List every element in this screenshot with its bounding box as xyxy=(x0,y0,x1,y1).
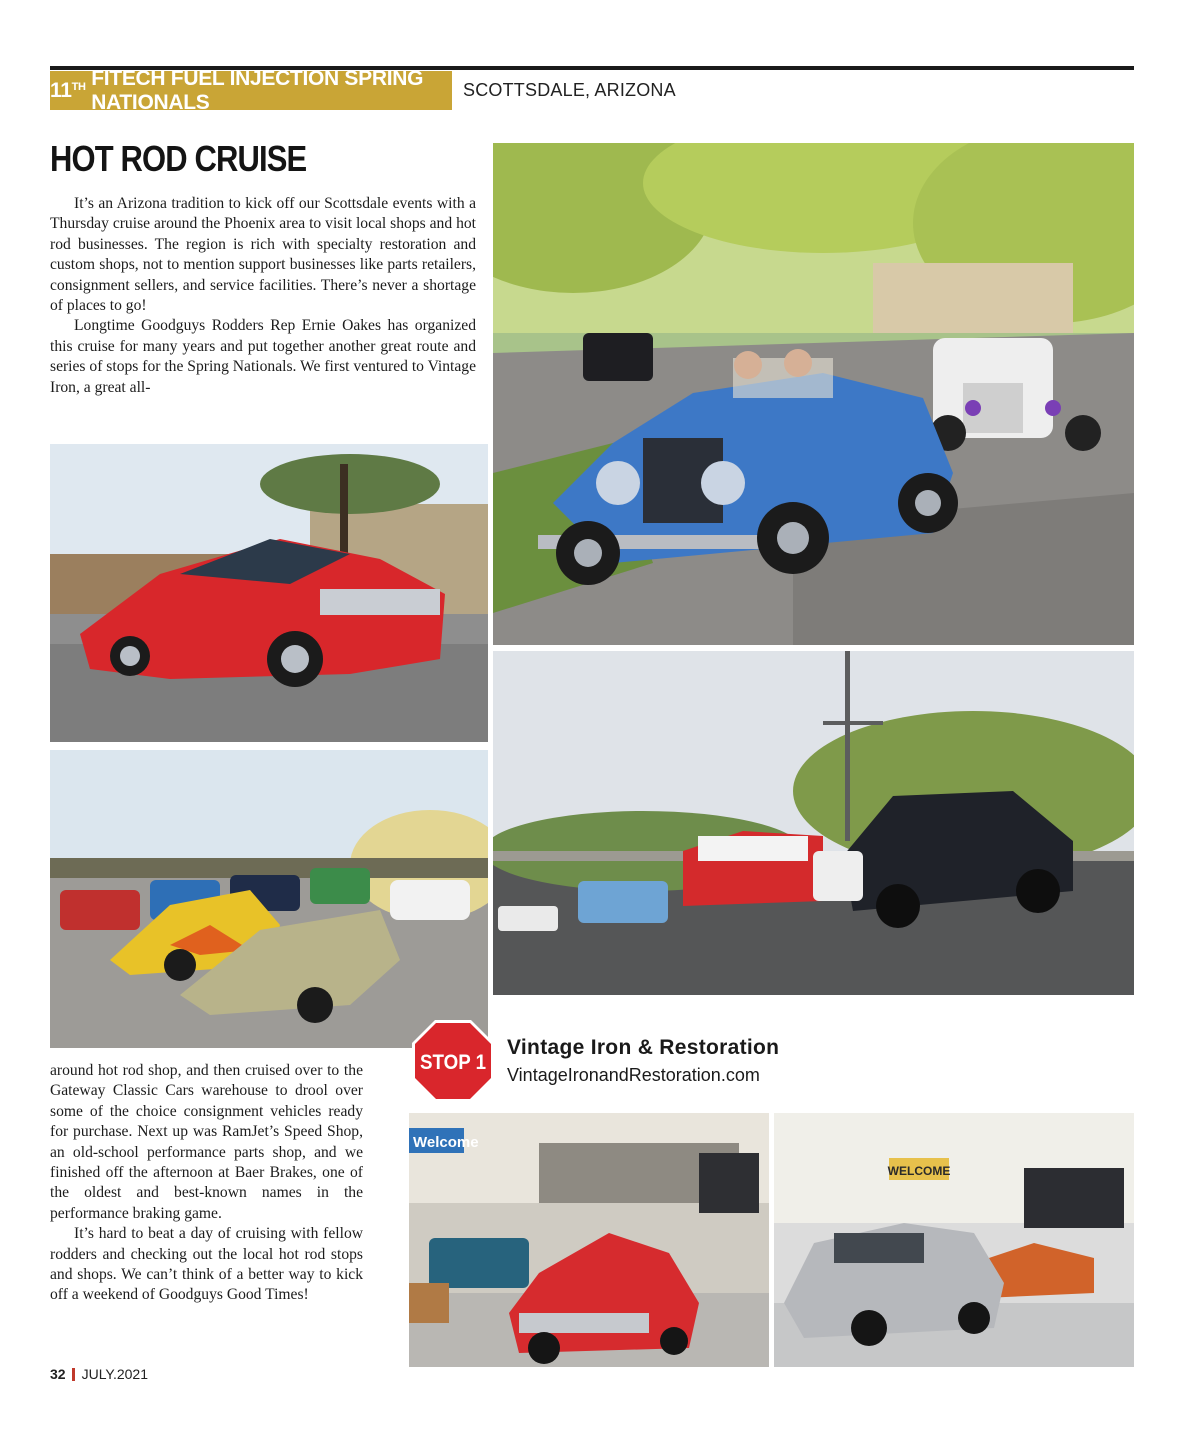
article-body-bottom xyxy=(50,1061,363,1306)
article-body-top xyxy=(50,194,476,398)
footer-separator xyxy=(72,1368,75,1381)
photo-shop-interior-red-cadillac xyxy=(409,1113,769,1367)
issue-date: JULY.2021 xyxy=(81,1366,149,1382)
event-location: SCOTTSDALE, ARIZONA xyxy=(463,80,676,100)
stop-sign-label: STOP 1 xyxy=(420,1051,487,1074)
photo-shop-interior-silver-ford xyxy=(774,1113,1134,1367)
photo-cruise-line-corvette xyxy=(493,651,1134,995)
shop1-welcome-banner: Welcome xyxy=(413,1134,479,1151)
paragraph-3: It’s hard to beat a day of cruising with fellow rodders and checking out the local hot rod stops and shops. We can’t think of a better way to kick off a weekend of Goodguys Good Times! xyxy=(50,1225,363,1304)
stop-sign-icon xyxy=(410,1018,496,1104)
event-ordinal-suffix: TH xyxy=(71,80,86,93)
photo-blue-roadster-cruise xyxy=(493,143,1134,645)
photo-red-impala xyxy=(50,444,488,742)
shop2-welcome-banner: WELCOME xyxy=(887,1164,951,1178)
event-name-banner xyxy=(50,66,452,114)
paragraph-2-end: around hot rod shop, and then cruised over to the Gateway Classic Cars warehouse to drool over some of the choice consignment vehicles ready for purchase. Next up was RamJet’s Speed Shop, an old-school performance parts shop, and we finished off the afternoon at Baer Brakes, one of the oldest and best-known names in the performance braking game. xyxy=(50,1062,363,1222)
article-title: HOT ROD CRUISE xyxy=(50,138,307,179)
stop-business-url[interactable]: VintageIronandRestoration.com xyxy=(507,1065,760,1085)
event-ordinal: 11 xyxy=(50,78,72,102)
event-name: FITECH FUEL INJECTION SPRING NATIONALS xyxy=(91,66,424,114)
page-footer xyxy=(50,1366,148,1382)
page-number: 32 xyxy=(50,1366,66,1382)
stop-business-name: Vintage Iron & Restoration xyxy=(507,1036,780,1059)
photo-parking-lot-show xyxy=(50,750,488,1048)
paragraph-2-start: Longtime Goodguys Rodders Rep Ernie Oakes has organized this cruise for many years and put together another great route and series of stops for the Spring Nationals. We first ventured to Vintage Iron, a great all- xyxy=(50,317,476,396)
paragraph-1: It’s an Arizona tradition to kick off our Scottsdale events with a Thursday cruise around the Phoenix area to visit local shops and hot rod businesses. The region is rich with specialty restoration and custom shops, not to mention support businesses like parts retailers, consignment sellers, and service facilities. There’s never a shortage of places to go! xyxy=(50,195,476,315)
